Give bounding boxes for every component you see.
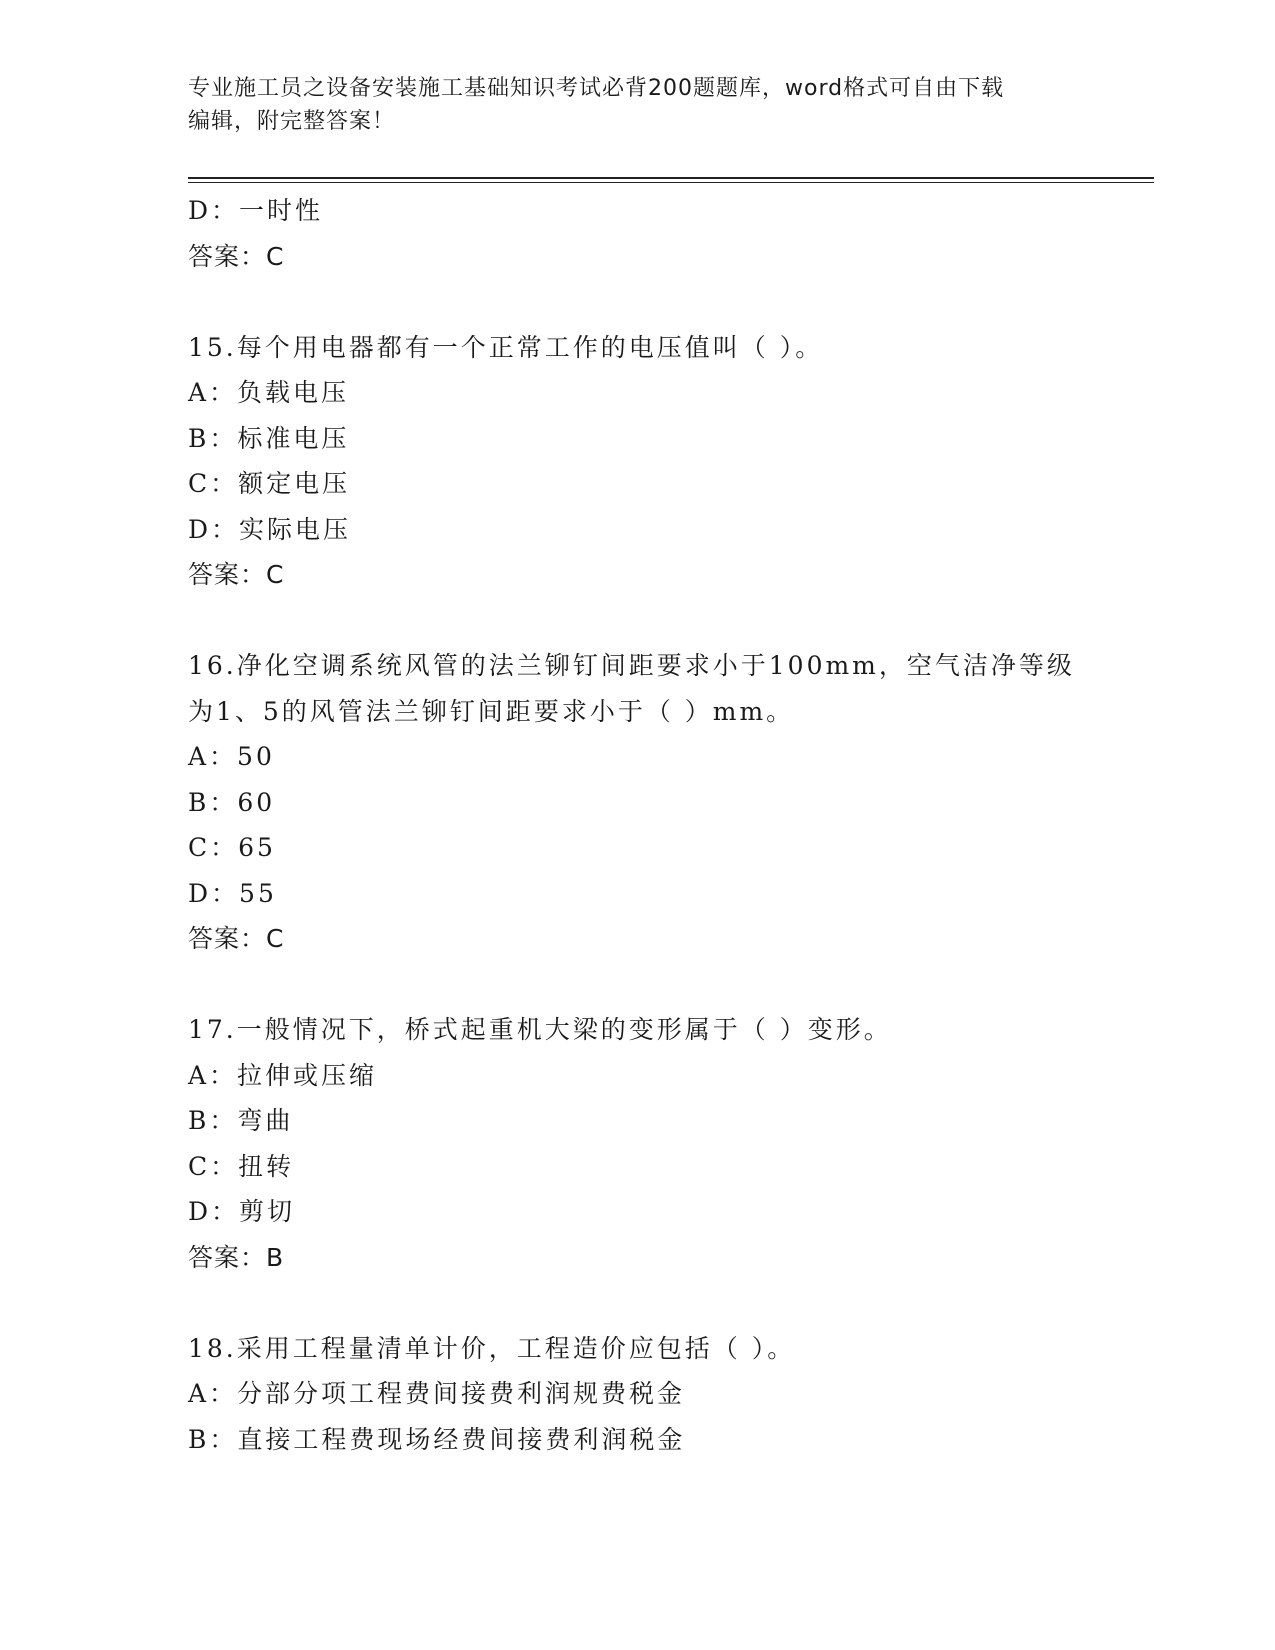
answer-line: 答案：B xyxy=(188,1242,285,1272)
question-14-tail xyxy=(188,188,1088,279)
option-b: B：60 xyxy=(188,787,276,817)
option-a: A：分部分项工程费间接费利润规费税金 xyxy=(188,1379,686,1408)
document-header xyxy=(188,72,1088,138)
header-rule-thin xyxy=(188,182,1154,183)
question-15 xyxy=(188,325,1088,598)
header-rule-thick xyxy=(188,177,1154,179)
answer-line: 答案：C xyxy=(188,241,285,271)
spacer xyxy=(188,962,1088,1008)
question-stem: 17.一般情况下，桥式起重机大梁的变形属于（ ）变形。 xyxy=(188,1015,892,1044)
question-stem: 18.采用工程量清单计价，工程造价应包括（ ）。 xyxy=(188,1333,796,1363)
option-d: D：一时性 xyxy=(188,196,324,225)
header-line-1: 专业施工员之设备安装施工基础知识考试必背200题题库，word格式可自由下载 xyxy=(188,76,1005,101)
option-c: C：65 xyxy=(188,833,276,862)
option-d: D：剪切 xyxy=(188,1197,296,1226)
option-d: D：实际电压 xyxy=(188,514,352,544)
question-stem: 15.每个用电器都有一个正常工作的电压值叫（ ）。 xyxy=(188,332,824,362)
question-stem-line-2: 为1、5的风管法兰铆钉间距要求小于（ ）mm。 xyxy=(188,696,795,726)
question-content xyxy=(188,188,1088,1462)
option-a: A：拉伸或压缩 xyxy=(188,1060,378,1090)
answer-line: 答案：C xyxy=(188,560,285,589)
option-c: C：额定电压 xyxy=(188,469,351,498)
question-17 xyxy=(188,1007,1088,1280)
option-c: C：扭转 xyxy=(188,1151,295,1181)
question-16 xyxy=(188,643,1088,962)
option-b: B：直接工程费现场经费间接费利润税金 xyxy=(188,1424,686,1454)
option-d: D：55 xyxy=(188,878,277,908)
option-a: A：负载电压 xyxy=(188,378,350,407)
spacer xyxy=(188,1280,1088,1326)
spacer xyxy=(188,279,1088,325)
spacer xyxy=(188,598,1088,644)
question-18 xyxy=(188,1326,1088,1463)
header-line-2: 编辑，附完整答案！ xyxy=(188,109,396,134)
option-b: B：弯曲 xyxy=(188,1106,294,1135)
option-b: B：标准电压 xyxy=(188,423,350,453)
answer-line: 答案：C xyxy=(188,924,285,953)
question-stem-line-1: 16.净化空调系统风管的法兰铆钉间距要求小于100mm，空气洁净等级 xyxy=(188,651,1075,680)
option-a: A：50 xyxy=(188,742,275,771)
